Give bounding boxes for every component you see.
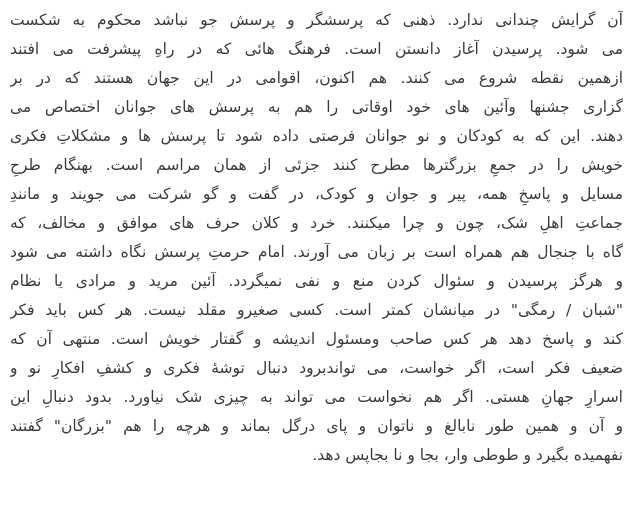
text-line-8: جماعتِ اهلِ شک، چون و چرا میکنند. خرد و کلان حرف های موافق و مخالف، که — [10, 214, 623, 232]
text-line-4: گزاری جشنها وآئین های خود اوقاتی را هم به پرسش های جوانان اختصاص می — [10, 98, 623, 116]
text-line-16: نفهمیده بگیرد و طوطی وار، بجا و نا بجاپس دهد. — [312, 446, 623, 464]
text-line-6: خویش را در جمعِ بزرگترها مطرح کنند جزئی از همان مراسم است. بهنگام طرحِ — [10, 156, 623, 174]
text-line-1: آن گرایش چندانی ندارد. ذهنی که پرسشگر و پرسش جو نباشد محکوم به شکست — [10, 11, 623, 29]
text-line-13: ضعیف فکر است، اگر خواست، می تواندبرود دنبال توشۀ فکری و کشفِ افکارِ نو و — [10, 359, 623, 377]
text-line-15: و آن و همین طور نابالغ و ناتوان و پای درگل بماند و هرچه را هم "بزرگان" گفتند — [10, 417, 623, 435]
text-line-3: ازهمین نقطه شروع می کنند. هم اکنون، اقوامی در این جهان هستند که در بر — [10, 69, 623, 87]
text-line-2: می شود. پرسیدن آغاز دانستن است. فرهنگ هائی که در راهِ پیشرفت می افتند — [10, 40, 623, 58]
text-line-12: کند و پاسخ دهد هر کس صاحب ومسئول اندیشه و گفتار خویش است. منتهی آن که — [10, 330, 623, 348]
text-line-5: دهند. این که به کودکان و نو جوانان فرصتی داده شود تا پرسش ها و مشکلاتِ فکری — [10, 127, 623, 145]
persian-text-block — [10, 6, 623, 470]
text-line-14: اسرارِ جهانِ هستی. اگر هم نخواست می تواند به چیزی شک نیاورد. بدود دنبالِ این — [10, 388, 623, 406]
text-line-11: "شبان / رمگی" در میانشان کمتر است. کسی صغیرو مقلد نیست. هر کس باید فکر — [10, 301, 623, 319]
text-line-10: و هرگز پرسیدن و سئوال کردن منع و نفی نمیگردد. آئین مرید و مرادی یا نظام — [10, 272, 623, 290]
text-line-9: گاه با جنجال هم همراه است بر زبان می آورند. امام حرمتِ پرسش نگاه داشته می شود — [10, 243, 623, 261]
text-line-7: مسایل و پاسخِ همه، پیر و جوان و کودک، در گفت و گو شرکت می جویند و مانندِ — [10, 185, 623, 203]
